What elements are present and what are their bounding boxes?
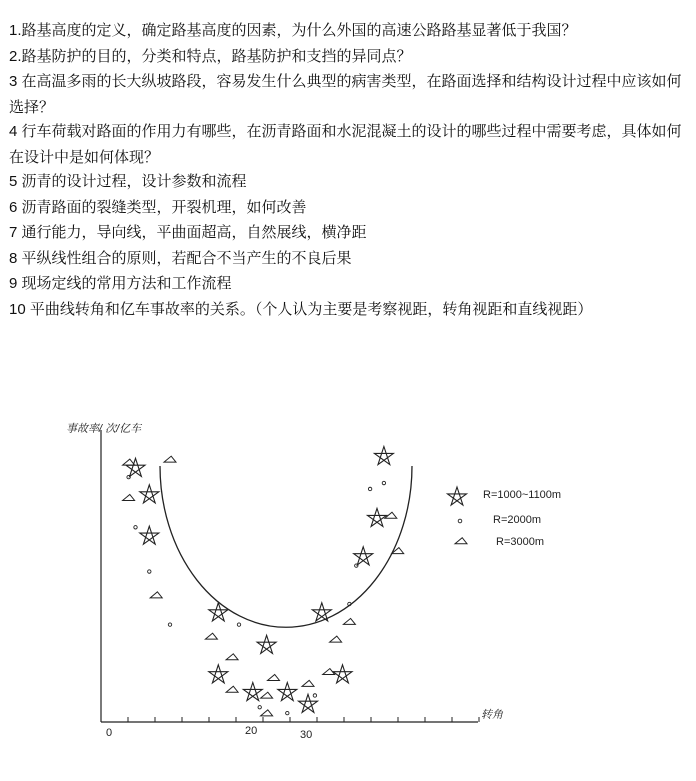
data-marks bbox=[123, 447, 404, 716]
trend-arc bbox=[160, 466, 412, 627]
x-tick-label-0: 0 bbox=[106, 727, 113, 739]
legend-label-r1000: R=1000~1100m bbox=[483, 489, 562, 501]
circle-point bbox=[313, 694, 316, 697]
question-5: 5 沥青的设计过程，设计参数和流程 bbox=[9, 172, 247, 190]
x-axis-label: 转角 bbox=[481, 709, 503, 721]
triangle-point bbox=[323, 669, 335, 675]
question-6: 6 沥青路面的裂缝类型，开裂机理，如何改善 bbox=[9, 197, 307, 216]
star-point bbox=[278, 683, 297, 701]
legend-label-r2000: R=2000m bbox=[493, 514, 542, 526]
circle-point bbox=[368, 487, 371, 490]
star-point bbox=[209, 603, 228, 621]
circle-point bbox=[127, 475, 130, 478]
star-point bbox=[243, 683, 262, 701]
accident-rate-chart bbox=[0, 400, 696, 781]
triangle-point bbox=[330, 636, 342, 642]
star-point bbox=[374, 447, 393, 465]
circle-point bbox=[355, 564, 358, 567]
triangle-point bbox=[150, 592, 162, 598]
question-3: 3 在高温多雨的长大纵坡路段，容易发生什么典型的病害类型，在路面选择和结构设计过程中应该如何选择？ bbox=[9, 72, 682, 116]
question-8: 8 平纵线性组合的原则，若配合不当产生的不良后果 bbox=[9, 248, 352, 267]
question-4: 4 行车荷载对路面的作用力有哪些，在沥青路面和水泥混凝土的设计的哪些过程中需要考虑，具体如何在设计中是如何体现？ bbox=[9, 122, 682, 166]
triangle-point bbox=[261, 692, 273, 698]
x-tick-label-30: 30 bbox=[300, 729, 313, 741]
star-point bbox=[209, 665, 228, 683]
triangle-point bbox=[302, 680, 314, 686]
triangle-point bbox=[261, 710, 273, 716]
circle-point bbox=[258, 706, 261, 709]
x-tick-label-20: 20 bbox=[245, 725, 258, 737]
legend-triangle-marker bbox=[455, 538, 467, 544]
legend-circle-marker bbox=[458, 519, 462, 523]
triangle-point bbox=[205, 633, 217, 639]
triangle-point bbox=[343, 618, 355, 624]
question-9: 9 现场定线的常用方法和工作流程 bbox=[9, 274, 232, 292]
y-axis-label: 事故率/ 次/亿车 bbox=[66, 423, 142, 435]
circle-point bbox=[286, 711, 289, 714]
circle-point bbox=[148, 570, 151, 573]
triangle-icon bbox=[455, 538, 467, 544]
triangle-point bbox=[164, 456, 176, 462]
triangle-point bbox=[226, 654, 238, 660]
question-10: 10 平曲线转角和亿车事故率的关系。（个人认为主要是考察视距，转角视距和直线视距） bbox=[9, 299, 593, 318]
circle-point bbox=[237, 623, 240, 626]
circle-point bbox=[168, 623, 171, 626]
star-point bbox=[368, 508, 387, 526]
triangle-point bbox=[268, 674, 280, 680]
legend-label-r3000: R=3000m bbox=[496, 536, 545, 548]
legend-star-marker bbox=[448, 487, 467, 505]
star-point bbox=[354, 547, 373, 565]
circle-point bbox=[134, 526, 137, 529]
question-list bbox=[9, 18, 693, 322]
question-7: 7 通行能力，导向线，平曲面超高，自然展线，横净距 bbox=[9, 223, 367, 241]
star-icon bbox=[448, 487, 467, 505]
triangle-point bbox=[123, 459, 135, 465]
question-2: 2.路基防护的目的，分类和特点，路基防护和支挡的异同点？ bbox=[9, 46, 412, 65]
triangle-point bbox=[123, 495, 135, 501]
star-point bbox=[140, 526, 159, 544]
star-point bbox=[333, 665, 352, 683]
star-point bbox=[140, 485, 159, 503]
star-point bbox=[257, 635, 276, 653]
triangle-point bbox=[226, 686, 238, 692]
legend bbox=[448, 487, 562, 548]
x-axis-ruler bbox=[128, 717, 479, 722]
star-point bbox=[126, 458, 145, 476]
question-1: 1.路基高度的定义，确定路基高度的因素，为什么外国的高速公路路基显著低于我国？ bbox=[9, 21, 577, 39]
circle-point bbox=[382, 481, 385, 484]
